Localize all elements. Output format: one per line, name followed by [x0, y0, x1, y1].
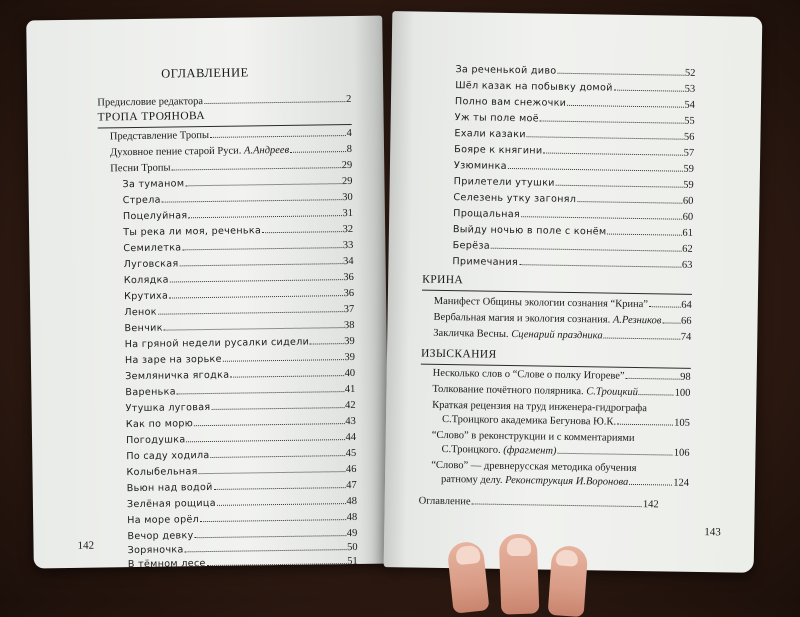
- toc-entry: Вечор девку 49: [127, 527, 358, 543]
- toc-entry: Варенька 41: [125, 383, 356, 399]
- page-number-right: 143: [704, 526, 721, 539]
- toc-entry: Селезень утку загонял 60: [453, 192, 694, 207]
- left-page: [26, 16, 390, 569]
- toc-entry: Несколько слов о “Слове о полку Игореве” 98: [432, 367, 691, 383]
- toc-entry: Вербальная магия и экология сознания. А.Резников 66: [433, 311, 692, 327]
- toc-entry: На море орёл 48: [127, 511, 358, 527]
- toc-entry: Семилетка 33: [123, 239, 354, 255]
- toc-entry: По саду ходила 45: [126, 447, 357, 463]
- toc-entry: Погодушка 44: [125, 431, 357, 447]
- section-title-tropa: ТРОПА ТРОЯНОВА: [97, 110, 206, 124]
- toc-entry: С.Троицкого. (фрагмент) 106: [441, 443, 690, 459]
- toc-entry: Предисловие редактора 2: [97, 93, 352, 109]
- toc-entry: Луговская 34: [123, 255, 354, 271]
- toc-title: ОГЛАВЛЕНИЕ: [161, 65, 249, 81]
- toc-entry: ратному делу. Реконструкция И.Воронова 124: [440, 473, 690, 489]
- toc-entry: Шёл казак на побывку домой 53: [455, 80, 696, 95]
- toc-entry: Ехали казаки 56: [454, 128, 695, 143]
- toc-entry: Колыбельная 46: [126, 463, 357, 479]
- toc-entry-line: “Слово” — древнерусская методика обучения: [431, 459, 637, 475]
- toc-entry: На гряной недели русалки сидели 39: [124, 335, 355, 351]
- toc-entry: С.Троицкого академика Бегунова Ю.К. 105: [441, 413, 691, 429]
- hand: [440, 520, 610, 600]
- toc-entry: Выйду ночью в поле с конём 61: [452, 224, 694, 239]
- toc-entry: За реченькой диво 52: [455, 64, 696, 79]
- section-title-krina: КРИНА: [422, 273, 464, 287]
- toc-entry: Берёза 62: [452, 240, 693, 255]
- toc-entry: Зелёная рощица 48: [126, 495, 358, 511]
- toc-entry: Прощальная 60: [453, 208, 694, 223]
- right-page: [384, 11, 763, 573]
- toc-entry: Венчик 38: [124, 319, 355, 335]
- toc-entry: Утушка луговая 42: [125, 399, 356, 415]
- section-divider: [422, 290, 692, 295]
- toc-entry: Закличка Весны. Сценарий праздника 74: [433, 327, 692, 343]
- toc-entry: Земляничка ягодка 40: [125, 367, 356, 383]
- toc-entry: Полно вам снежочки 54: [454, 96, 696, 111]
- toc-entry: Оглавление 142: [418, 495, 659, 511]
- toc-entry-line: “Слово” в реконструкции и с комментариями: [431, 429, 635, 444]
- toc-entry: Крутиха 36: [123, 287, 355, 303]
- toc-entry: Вьюн над водой 47: [126, 479, 357, 495]
- toc-entry: Бояре к княгини 57: [454, 144, 695, 159]
- toc-entry: Стрела 30: [122, 191, 353, 207]
- section-title-izyskaniya: ИЗЫСКАНИЯ: [420, 347, 497, 361]
- toc-entry: Как по морю 43: [125, 415, 356, 431]
- toc-entry: Толкование почётного полярника. С.Троицкий 100: [432, 383, 691, 399]
- toc-entry: Представление Тропы 4: [109, 127, 352, 143]
- toc-entry: Узюминка 59: [453, 160, 695, 175]
- toc-entry: Зоряночка 50: [127, 541, 358, 557]
- toc-entry: Ты река ли моя, реченька 32: [123, 223, 354, 239]
- toc-entry: Уж ты поле моё 55: [454, 112, 695, 127]
- toc-entry: Духовное пение старой Руси. А.Андреев 8: [109, 143, 353, 159]
- toc-entry: Колядка 36: [123, 271, 354, 287]
- toc-entry: За туманом 29: [122, 175, 353, 191]
- toc-entry: Ленок 37: [124, 303, 355, 319]
- toc-entry: В тёмном лесе 51: [127, 555, 358, 571]
- toc-entry: Манифест Общины экологии сознания “Крина” 64: [433, 295, 692, 311]
- toc-entry: Поцелуйная 31: [122, 207, 353, 223]
- toc-entry: Песни Тропы 29: [110, 159, 353, 175]
- toc-entry-line: Краткая рецензия на труд инженера-гидрографа: [432, 399, 648, 415]
- toc-entry: Примечания 63: [452, 256, 693, 271]
- toc-entry: Прилетели утушки 59: [453, 176, 694, 191]
- page-number-left: 142: [77, 539, 95, 552]
- toc-entry: На заре на зорьке 39: [124, 351, 356, 367]
